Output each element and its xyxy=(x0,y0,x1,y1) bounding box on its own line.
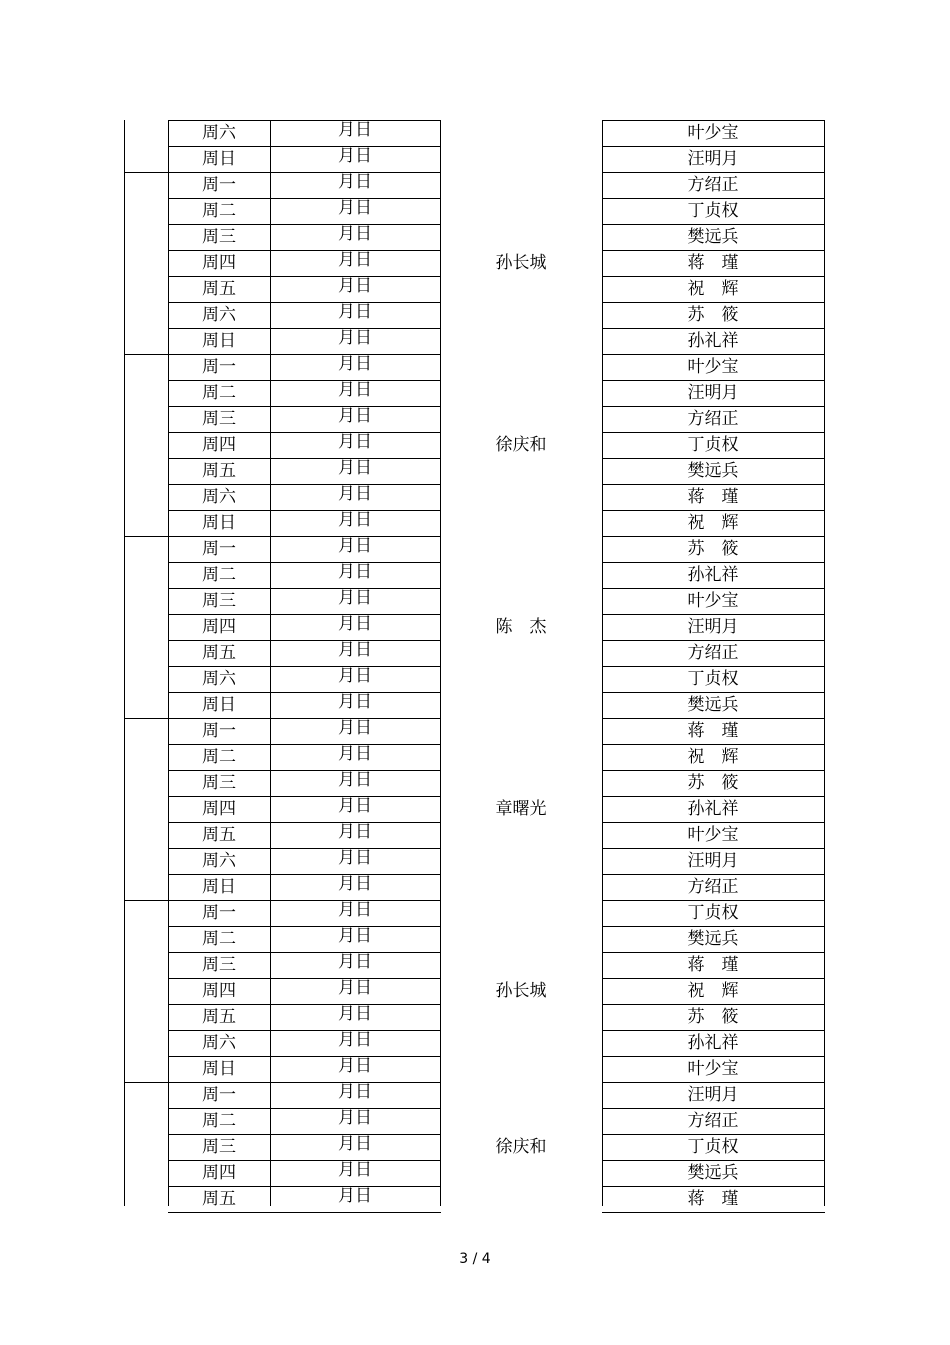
weekday-cell: 周五 xyxy=(202,643,236,663)
duty-person-cell: 丁贞权 xyxy=(687,201,739,221)
leader-cell: 徐庆和 xyxy=(495,1137,547,1157)
date-cell: 月日 xyxy=(338,770,372,790)
date-cell: 月日 xyxy=(338,1186,372,1206)
duty-person-cell: 蒋 瑾 xyxy=(687,253,739,273)
weekday-cell: 周五 xyxy=(202,279,236,299)
weekday-cell: 周六 xyxy=(202,669,236,689)
leader-cell: 孙长城 xyxy=(495,981,547,1001)
duty-person-cell: 蒋 瑾 xyxy=(687,1189,739,1209)
date-cell: 月日 xyxy=(338,666,372,686)
weekday-cell: 周五 xyxy=(202,825,236,845)
leader-cell: 章曙光 xyxy=(495,799,547,819)
date-cell: 月日 xyxy=(338,510,372,530)
date-cell: 月日 xyxy=(338,328,372,348)
date-cell: 月日 xyxy=(338,900,372,920)
date-cell: 月日 xyxy=(338,1108,372,1128)
weekday-cell: 周三 xyxy=(202,1137,236,1157)
date-cell: 月日 xyxy=(338,224,372,244)
date-cell: 月日 xyxy=(338,354,372,374)
date-cell: 月日 xyxy=(338,250,372,270)
column-border-5 xyxy=(824,120,825,1206)
date-cell: 月日 xyxy=(338,796,372,816)
date-cell: 月日 xyxy=(338,172,372,192)
weekday-cell: 周二 xyxy=(202,201,236,221)
weekday-cell: 周一 xyxy=(202,175,236,195)
weekday-cell: 周日 xyxy=(202,513,236,533)
date-cell: 月日 xyxy=(338,874,372,894)
date-cell: 月日 xyxy=(338,640,372,660)
weekday-cell: 周五 xyxy=(202,1007,236,1027)
date-cell: 月日 xyxy=(338,614,372,634)
date-cell: 月日 xyxy=(338,198,372,218)
duty-person-cell: 樊远兵 xyxy=(687,461,739,481)
duty-person-cell: 孙礼祥 xyxy=(687,331,739,351)
row-border-right xyxy=(602,1212,825,1213)
duty-person-cell: 方绍正 xyxy=(687,643,739,663)
duty-person-cell: 祝 辉 xyxy=(687,513,739,533)
weekday-cell: 周一 xyxy=(202,357,236,377)
duty-person-cell: 苏 筱 xyxy=(687,305,739,325)
weekday-cell: 周日 xyxy=(202,695,236,715)
weekday-cell: 周三 xyxy=(202,227,236,247)
weekday-cell: 周四 xyxy=(202,981,236,1001)
date-cell: 月日 xyxy=(338,978,372,998)
duty-person-cell: 方绍正 xyxy=(687,409,739,429)
duty-person-cell: 方绍正 xyxy=(687,877,739,897)
date-cell: 月日 xyxy=(338,1004,372,1024)
duty-person-cell: 叶少宝 xyxy=(687,825,739,845)
date-cell: 月日 xyxy=(338,432,372,452)
date-cell: 月日 xyxy=(338,120,372,140)
weekday-cell: 周三 xyxy=(202,409,236,429)
duty-person-cell: 丁贞权 xyxy=(687,903,739,923)
duty-person-cell: 祝 辉 xyxy=(687,981,739,1001)
weekday-cell: 周六 xyxy=(202,123,236,143)
duty-person-cell: 蒋 瑾 xyxy=(687,487,739,507)
date-cell: 月日 xyxy=(338,822,372,842)
duty-person-cell: 蒋 瑾 xyxy=(687,721,739,741)
date-cell: 月日 xyxy=(338,588,372,608)
date-cell: 月日 xyxy=(338,1030,372,1050)
date-cell: 月日 xyxy=(338,302,372,322)
duty-person-cell: 苏 筱 xyxy=(687,1007,739,1027)
duty-person-cell: 汪明月 xyxy=(687,617,739,637)
leader-cell: 陈 杰 xyxy=(495,617,547,637)
weekday-cell: 周日 xyxy=(202,149,236,169)
date-cell: 月日 xyxy=(338,1056,372,1076)
duty-person-cell: 祝 辉 xyxy=(687,279,739,299)
duty-person-cell: 叶少宝 xyxy=(687,1059,739,1079)
weekday-cell: 周六 xyxy=(202,851,236,871)
weekday-cell: 周六 xyxy=(202,1033,236,1053)
weekday-cell: 周六 xyxy=(202,305,236,325)
weekday-cell: 周日 xyxy=(202,1059,236,1079)
weekday-cell: 周四 xyxy=(202,253,236,273)
weekday-cell: 周四 xyxy=(202,1163,236,1183)
weekday-cell: 周一 xyxy=(202,903,236,923)
page-number: 3 / 4 xyxy=(459,1251,491,1267)
duty-person-cell: 叶少宝 xyxy=(687,357,739,377)
duty-person-cell: 樊远兵 xyxy=(687,227,739,247)
duty-person-cell: 苏 筱 xyxy=(687,773,739,793)
weekday-cell: 周五 xyxy=(202,1189,236,1209)
weekday-cell: 周日 xyxy=(202,331,236,351)
weekday-cell: 周四 xyxy=(202,799,236,819)
duty-person-cell: 樊远兵 xyxy=(687,929,739,949)
weekday-cell: 周二 xyxy=(202,929,236,949)
weekday-cell: 周五 xyxy=(202,461,236,481)
date-cell: 月日 xyxy=(338,484,372,504)
duty-person-cell: 叶少宝 xyxy=(687,591,739,611)
duty-person-cell: 汪明月 xyxy=(687,383,739,403)
weekday-cell: 周一 xyxy=(202,721,236,741)
duty-person-cell: 叶少宝 xyxy=(687,123,739,143)
duty-person-cell: 孙礼祥 xyxy=(687,799,739,819)
leader-cell: 孙长城 xyxy=(495,253,547,273)
weekday-cell: 周日 xyxy=(202,877,236,897)
date-cell: 月日 xyxy=(338,744,372,764)
weekday-cell: 周二 xyxy=(202,383,236,403)
duty-person-cell: 丁贞权 xyxy=(687,1137,739,1157)
weekday-cell: 周二 xyxy=(202,1111,236,1131)
leader-cell: 徐庆和 xyxy=(495,435,547,455)
duty-person-cell: 孙礼祥 xyxy=(687,1033,739,1053)
date-cell: 月日 xyxy=(338,406,372,426)
date-cell: 月日 xyxy=(338,1134,372,1154)
duty-person-cell: 汪明月 xyxy=(687,149,739,169)
weekday-cell: 周三 xyxy=(202,773,236,793)
date-cell: 月日 xyxy=(338,1160,372,1180)
date-cell: 月日 xyxy=(338,380,372,400)
date-cell: 月日 xyxy=(338,952,372,972)
weekday-cell: 周二 xyxy=(202,747,236,767)
date-cell: 月日 xyxy=(338,848,372,868)
duty-person-cell: 丁贞权 xyxy=(687,435,739,455)
weekday-cell: 周一 xyxy=(202,1085,236,1105)
weekday-cell: 周三 xyxy=(202,955,236,975)
week-column-border xyxy=(124,120,125,1206)
date-cell: 月日 xyxy=(338,562,372,582)
date-cell: 月日 xyxy=(338,718,372,738)
duty-person-cell: 孙礼祥 xyxy=(687,565,739,585)
date-cell: 月日 xyxy=(338,1082,372,1102)
duty-person-cell: 苏 筱 xyxy=(687,539,739,559)
duty-person-cell: 方绍正 xyxy=(687,175,739,195)
date-cell: 月日 xyxy=(338,536,372,556)
duty-person-cell: 方绍正 xyxy=(687,1111,739,1131)
weekday-cell: 周六 xyxy=(202,487,236,507)
duty-person-cell: 樊远兵 xyxy=(687,1163,739,1183)
duty-person-cell: 蒋 瑾 xyxy=(687,955,739,975)
weekday-cell: 周三 xyxy=(202,591,236,611)
weekday-cell: 周一 xyxy=(202,539,236,559)
duty-person-cell: 祝 辉 xyxy=(687,747,739,767)
weekday-cell: 周四 xyxy=(202,435,236,455)
duty-person-cell: 汪明月 xyxy=(687,851,739,871)
date-cell: 月日 xyxy=(338,146,372,166)
date-cell: 月日 xyxy=(338,458,372,478)
date-cell: 月日 xyxy=(338,692,372,712)
duty-person-cell: 丁贞权 xyxy=(687,669,739,689)
date-cell: 月日 xyxy=(338,926,372,946)
duty-person-cell: 樊远兵 xyxy=(687,695,739,715)
weekday-cell: 周四 xyxy=(202,617,236,637)
row-border-left xyxy=(168,1212,441,1213)
weekday-cell: 周二 xyxy=(202,565,236,585)
date-cell: 月日 xyxy=(338,276,372,296)
duty-person-cell: 汪明月 xyxy=(687,1085,739,1105)
